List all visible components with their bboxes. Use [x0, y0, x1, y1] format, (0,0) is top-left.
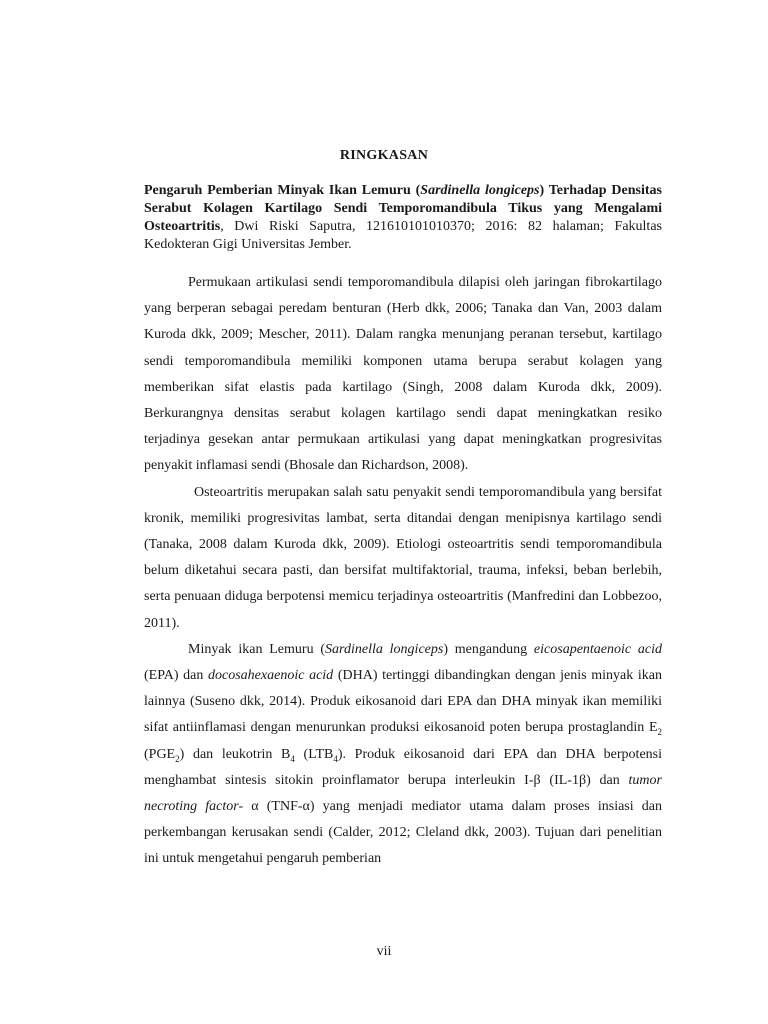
p3-text-1: Minyak ikan Lemuru (: [188, 641, 326, 657]
p3-sub-1: 2: [657, 727, 662, 738]
p3-text-4: (DHA) tertinggi dibandingkan dengan jenis minyak ikan lainnya (Suseno dkk, 2014). Produk eikosanoid dari EPA dan DHA minyak ikan memiliki sifat antiinflamasi dengan menurunkan produksi eikosanoid poten berupa prostaglandin E: [144, 668, 663, 736]
p3-sub-2: 2: [175, 753, 180, 764]
body-text: [144, 270, 662, 873]
summary-block: [144, 182, 662, 254]
p3-text-9: α (TNF-α) yang menjadi mediator utama dalam proses insiasi dan perkembangan kerusakan sendi (Calder, 2012; Cleland dkk, 2003). Tujuan dari penelitian ini untuk mengetahui pengaruh pemberian: [144, 799, 662, 867]
page-number: vii: [376, 944, 392, 959]
p3-sub-4: 4: [333, 753, 338, 764]
paragraph-2: Osteoartritis merupakan salah satu penyakit sendi temporomandibula yang bersifat kronik, memiliki progresivitas lambat, serta ditandai dengan menipisnya kartilago sendi (Tanaka, 2008 dalam Kuroda dkk, 2009). Etiologi osteoartritis sendi temporomandibula belum diketahui secara pasti, dan bersifat multifaktorial, trauma, infeksi, beban berlebih, serta penuaan diduga berpotensi memicu terjadinya osteoartritis (Manfredini dan Lobbezoo, 2011).: [144, 484, 662, 631]
p3-text-2: ) mengandung: [443, 641, 534, 657]
summary-title-part2: ) Terhadap Densitas Serabut Kolagen Kartilago Sendi Temporomandibula Tikus yang Mengalami Osteoartritis: [144, 183, 662, 234]
p3-text-6: ) dan leukotrin B: [179, 746, 291, 762]
page-heading: RINGKASAN: [339, 148, 429, 163]
p3-epa-term: eicosapentaenoic acid: [533, 641, 663, 657]
p3-text-5: (PGE: [144, 746, 176, 762]
p3-species: Sardinella longiceps: [325, 641, 444, 657]
p3-text-3: (EPA) dan: [144, 668, 209, 684]
summary-title-species: Sardinella longiceps: [420, 183, 540, 198]
p3-text-7: (LTB: [294, 746, 334, 762]
p3-tnf-term: tumor necroting factor-: [144, 772, 662, 815]
summary-title-part1: Pengaruh Pemberian Minyak Ikan Lemuru (: [144, 183, 421, 198]
summary-details: , Dwi Riski Saputra, 121610101010370; 2016: 82 halaman; Fakultas Kedokteran Gigi Universitas Jember.: [144, 219, 662, 252]
paragraph-1: Permukaan artikulasi sendi temporomandibula dilapisi oleh jaringan fibrokartilago yang berperan sebagai peredam benturan (Herb dkk, 2006; Tanaka dan Van, 2003 dalam Kuroda dkk, 2009; Mescher, 2011). Dalam rangka menunjang peranan tersebut, kartilago sendi temporomandibula memiliki komponen utama berupa serabut kolagen yang memberikan sifat elastis pada kartilago (Singh, 2008 dalam Kuroda dkk, 2009). Berkurangnya densitas serabut kolagen kartilago sendi dapat meningkatkan resiko terjadinya gesekan antar permukaan artikulasi yang dapat meningkatkan progresivitas penyakit inflamasi sendi (Bhosale dan Richardson, 2008).: [144, 275, 662, 474]
p3-text-8: ). Produk eikosanoid dari EPA dan DHA berpotensi menghambat sintesis sitokin proinflamator berupa interleukin I-β (IL-1β) dan: [144, 746, 662, 788]
p3-sub-3: 4: [290, 753, 295, 764]
p3-dha-term: docosahexaenoic acid: [208, 668, 334, 684]
paragraph-3: [144, 637, 662, 873]
